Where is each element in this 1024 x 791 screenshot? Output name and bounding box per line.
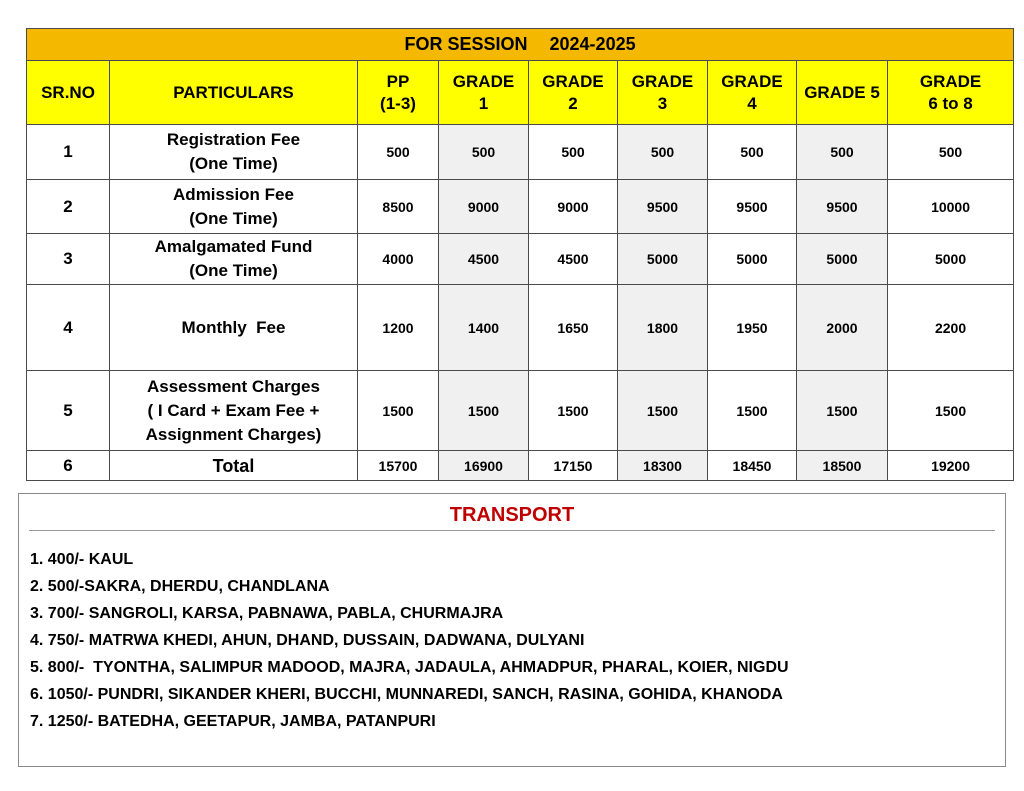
table-row [27, 371, 1014, 451]
particulars-cell: Monthly Fee [110, 285, 358, 371]
total-cell: 16900 [439, 451, 529, 481]
table-row [27, 234, 1014, 285]
list-item: 6. 1050/- PUNDRI, SIKANDER KHERI, BUCCHI, MUNNAREDI, SANCH, RASINA, GOHIDA, KHANODA [30, 686, 783, 703]
session-year: 2024-2025 [549, 34, 636, 54]
list-item: 4. 750/- MATRWA KHEDI, AHUN, DHAND, DUSSAIN, DADWANA, DULYANI [30, 632, 585, 649]
sr-cell: 6 [27, 451, 110, 481]
total-row [27, 451, 1014, 481]
fee-cell: 9000 [529, 180, 618, 234]
table-row [27, 180, 1014, 234]
fee-cell: 4500 [439, 234, 529, 285]
total-cell: 19200 [888, 451, 1014, 481]
column-header: GRADE 1 [439, 61, 529, 125]
fee-cell: 1500 [888, 371, 1014, 451]
column-header-row [27, 61, 1014, 125]
fee-cell: 10000 [888, 180, 1014, 234]
total-cell: 18500 [797, 451, 888, 481]
fee-cell: 1500 [529, 371, 618, 451]
sr-cell: 4 [27, 285, 110, 371]
fee-cell: 500 [797, 125, 888, 180]
fee-cell: 9500 [618, 180, 708, 234]
column-header: GRADE 2 [529, 61, 618, 125]
particulars-cell: Assessment Charges ( I Card + Exam Fee + Assignment Charges) [110, 371, 358, 451]
sr-cell: 2 [27, 180, 110, 234]
sr-cell: 5 [27, 371, 110, 451]
table-row [27, 285, 1014, 371]
particulars-header: PARTICULARS [110, 61, 358, 125]
fee-cell: 500 [618, 125, 708, 180]
total-cell: 15700 [358, 451, 439, 481]
fee-cell: 1950 [708, 285, 797, 371]
particulars-cell: Amalgamated Fund (One Time) [110, 234, 358, 285]
sr-cell: 3 [27, 234, 110, 285]
fee-cell: 1200 [358, 285, 439, 371]
list-item: 3. 700/- SANGROLI, KARSA, PABNAWA, PABLA, CHURMAJRA [30, 605, 504, 622]
fee-cell: 1800 [618, 285, 708, 371]
fee-cell: 1500 [797, 371, 888, 451]
column-header: PP (1-3) [358, 61, 439, 125]
transport-list [30, 550, 789, 739]
fee-table [26, 28, 1014, 481]
column-header: GRADE 3 [618, 61, 708, 125]
fee-cell: 2200 [888, 285, 1014, 371]
total-cell: 18450 [708, 451, 797, 481]
fee-cell: 5000 [888, 234, 1014, 285]
transport-box [18, 493, 1006, 767]
fee-cell: 9500 [797, 180, 888, 234]
fee-cell: 500 [358, 125, 439, 180]
session-header [27, 29, 1014, 61]
session-row [27, 29, 1014, 61]
fee-cell: 1400 [439, 285, 529, 371]
fee-cell: 1500 [618, 371, 708, 451]
fee-cell: 500 [529, 125, 618, 180]
fee-cell: 2000 [797, 285, 888, 371]
fee-cell: 9500 [708, 180, 797, 234]
list-item: 1. 400/- KAUL [30, 551, 134, 568]
srno-header: SR.NO [27, 61, 110, 125]
fee-cell: 5000 [797, 234, 888, 285]
total-cell: 17150 [529, 451, 618, 481]
column-header: GRADE 5 [797, 61, 888, 125]
fee-cell: 1500 [358, 371, 439, 451]
fee-cell: 5000 [708, 234, 797, 285]
transport-title: TRANSPORT [29, 504, 995, 531]
list-item: 7. 1250/- BATEDHA, GEETAPUR, JAMBA, PATANPURI [30, 713, 436, 730]
particulars-cell: Registration Fee (One Time) [110, 125, 358, 180]
fee-cell: 1650 [529, 285, 618, 371]
fee-cell: 500 [439, 125, 529, 180]
list-item: 2. 500/-SAKRA, DHERDU, CHANDLANA [30, 578, 330, 595]
fee-cell: 4000 [358, 234, 439, 285]
list-item: 5. 800/- TYONTHA, SALIMPUR MADOOD, MAJRA, JADAULA, AHMADPUR, PHARAL, KOIER, NIGDU [30, 659, 789, 676]
fee-cell: 4500 [529, 234, 618, 285]
fee-cell: 500 [888, 125, 1014, 180]
fee-cell: 1500 [439, 371, 529, 451]
fee-cell: 8500 [358, 180, 439, 234]
fee-cell: 500 [708, 125, 797, 180]
particulars-cell: Admission Fee (One Time) [110, 180, 358, 234]
total-cell: 18300 [618, 451, 708, 481]
total-label: Total [110, 451, 358, 481]
table-row [27, 125, 1014, 180]
column-header: GRADE 6 to 8 [888, 61, 1014, 125]
fee-cell: 5000 [618, 234, 708, 285]
fee-cell: 1500 [708, 371, 797, 451]
column-header: GRADE 4 [708, 61, 797, 125]
session-label: FOR SESSION [404, 34, 528, 54]
fee-cell: 9000 [439, 180, 529, 234]
sr-cell: 1 [27, 125, 110, 180]
